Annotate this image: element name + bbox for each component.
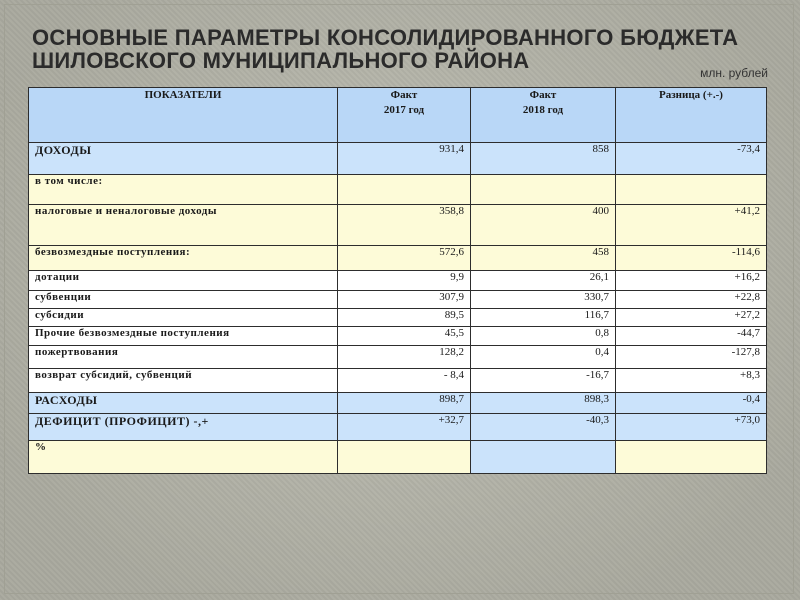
- value-2018: 858: [471, 143, 616, 175]
- value-2018: 898,3: [471, 393, 616, 414]
- value-2018: 400: [471, 205, 616, 246]
- value-2018: 116,7: [471, 309, 616, 327]
- value-2017: 89,5: [338, 309, 471, 327]
- value-diff: -44,7: [616, 327, 767, 346]
- value-2017: +32,7: [338, 414, 471, 441]
- header-diff: [616, 88, 767, 143]
- row-label: Прочие безвозмездные поступления: [29, 327, 338, 346]
- unit-label: млн. рублей: [700, 66, 768, 80]
- value-2017: 307,9: [338, 291, 471, 309]
- value-2017: 45,5: [338, 327, 471, 346]
- value-2018: 0,8: [471, 327, 616, 346]
- header-fact-2018: [471, 88, 616, 143]
- row-label: %: [29, 441, 338, 474]
- value-diff: +22,8: [616, 291, 767, 309]
- row-label: в том числе:: [29, 175, 338, 205]
- value-2018: -16,7: [471, 369, 616, 393]
- table-row: [29, 205, 767, 246]
- page-title: ОСНОВНЫЕ ПАРАМЕТРЫ КОНСОЛИДИРОВАННОГО БЮДЖЕТА ШИЛОВСКОГО МУНИЦИПАЛЬНОГО РАЙОНА: [32, 25, 739, 73]
- value-diff: +73,0: [616, 414, 767, 441]
- row-label: субвенции: [29, 291, 338, 309]
- value-diff: -114,6: [616, 246, 767, 271]
- table-row: [29, 246, 767, 271]
- header-fact-2017-line1: Факт: [390, 89, 418, 101]
- value-diff: +16,2: [616, 271, 767, 291]
- value-2017: 931,4: [338, 143, 471, 175]
- value-diff: -127,8: [616, 346, 767, 369]
- table-row: [29, 143, 767, 175]
- row-label: субсидии: [29, 309, 338, 327]
- value-2017: 572,6: [338, 246, 471, 271]
- table-row: [29, 346, 767, 369]
- value-2017: 128,2: [338, 346, 471, 369]
- value-2018: 330,7: [471, 291, 616, 309]
- value-2018: [471, 441, 616, 474]
- value-2017: [338, 441, 471, 474]
- value-diff: +41,2: [616, 205, 767, 246]
- value-2017: 898,7: [338, 393, 471, 414]
- value-2017: 358,8: [338, 205, 471, 246]
- table-row: [29, 309, 767, 327]
- header-fact-2018-line1: Факт: [529, 89, 557, 101]
- value-2018: 458: [471, 246, 616, 271]
- row-label: ДОХОДЫ: [29, 143, 338, 175]
- table-row: [29, 271, 767, 291]
- value-diff: -0,4: [616, 393, 767, 414]
- table-row: [29, 393, 767, 414]
- table-row: [29, 369, 767, 393]
- row-label: дотации: [29, 271, 338, 291]
- value-diff: +27,2: [616, 309, 767, 327]
- value-diff: [616, 441, 767, 474]
- table-row: [29, 414, 767, 441]
- header-indicator-text: ПОКАЗАТЕЛИ: [144, 89, 222, 101]
- table-row: [29, 327, 767, 346]
- header-indicator: [29, 88, 338, 143]
- budget-table: [28, 87, 767, 474]
- value-diff: -73,4: [616, 143, 767, 175]
- row-label: РАСХОДЫ: [29, 393, 338, 414]
- table-row: [29, 441, 767, 474]
- value-2018: -40,3: [471, 414, 616, 441]
- header-fact-2017-line2: 2017 год: [383, 104, 425, 116]
- row-label: безвозмездные поступления:: [29, 246, 338, 271]
- value-2017: [338, 175, 471, 205]
- row-label: налоговые и неналоговые доходы: [29, 205, 338, 246]
- value-diff: +8,3: [616, 369, 767, 393]
- value-2017: - 8,4: [338, 369, 471, 393]
- row-label: ДЕФИЦИТ (ПРОФИЦИТ) -,+: [29, 414, 338, 441]
- row-label: возврат субсидий, субвенций: [29, 369, 338, 393]
- table-header-row: [29, 88, 767, 143]
- table-row: [29, 291, 767, 309]
- table-row: [29, 175, 767, 205]
- value-2018: 0,4: [471, 346, 616, 369]
- value-2018: 26,1: [471, 271, 616, 291]
- header-fact-2017: [338, 88, 471, 143]
- value-diff: [616, 175, 767, 205]
- value-2018: [471, 175, 616, 205]
- value-2017: 9,9: [338, 271, 471, 291]
- header-fact-2018-line2: 2018 год: [522, 104, 564, 116]
- header-diff-text: Разница (+.-): [659, 89, 723, 101]
- row-label: пожертвования: [29, 346, 338, 369]
